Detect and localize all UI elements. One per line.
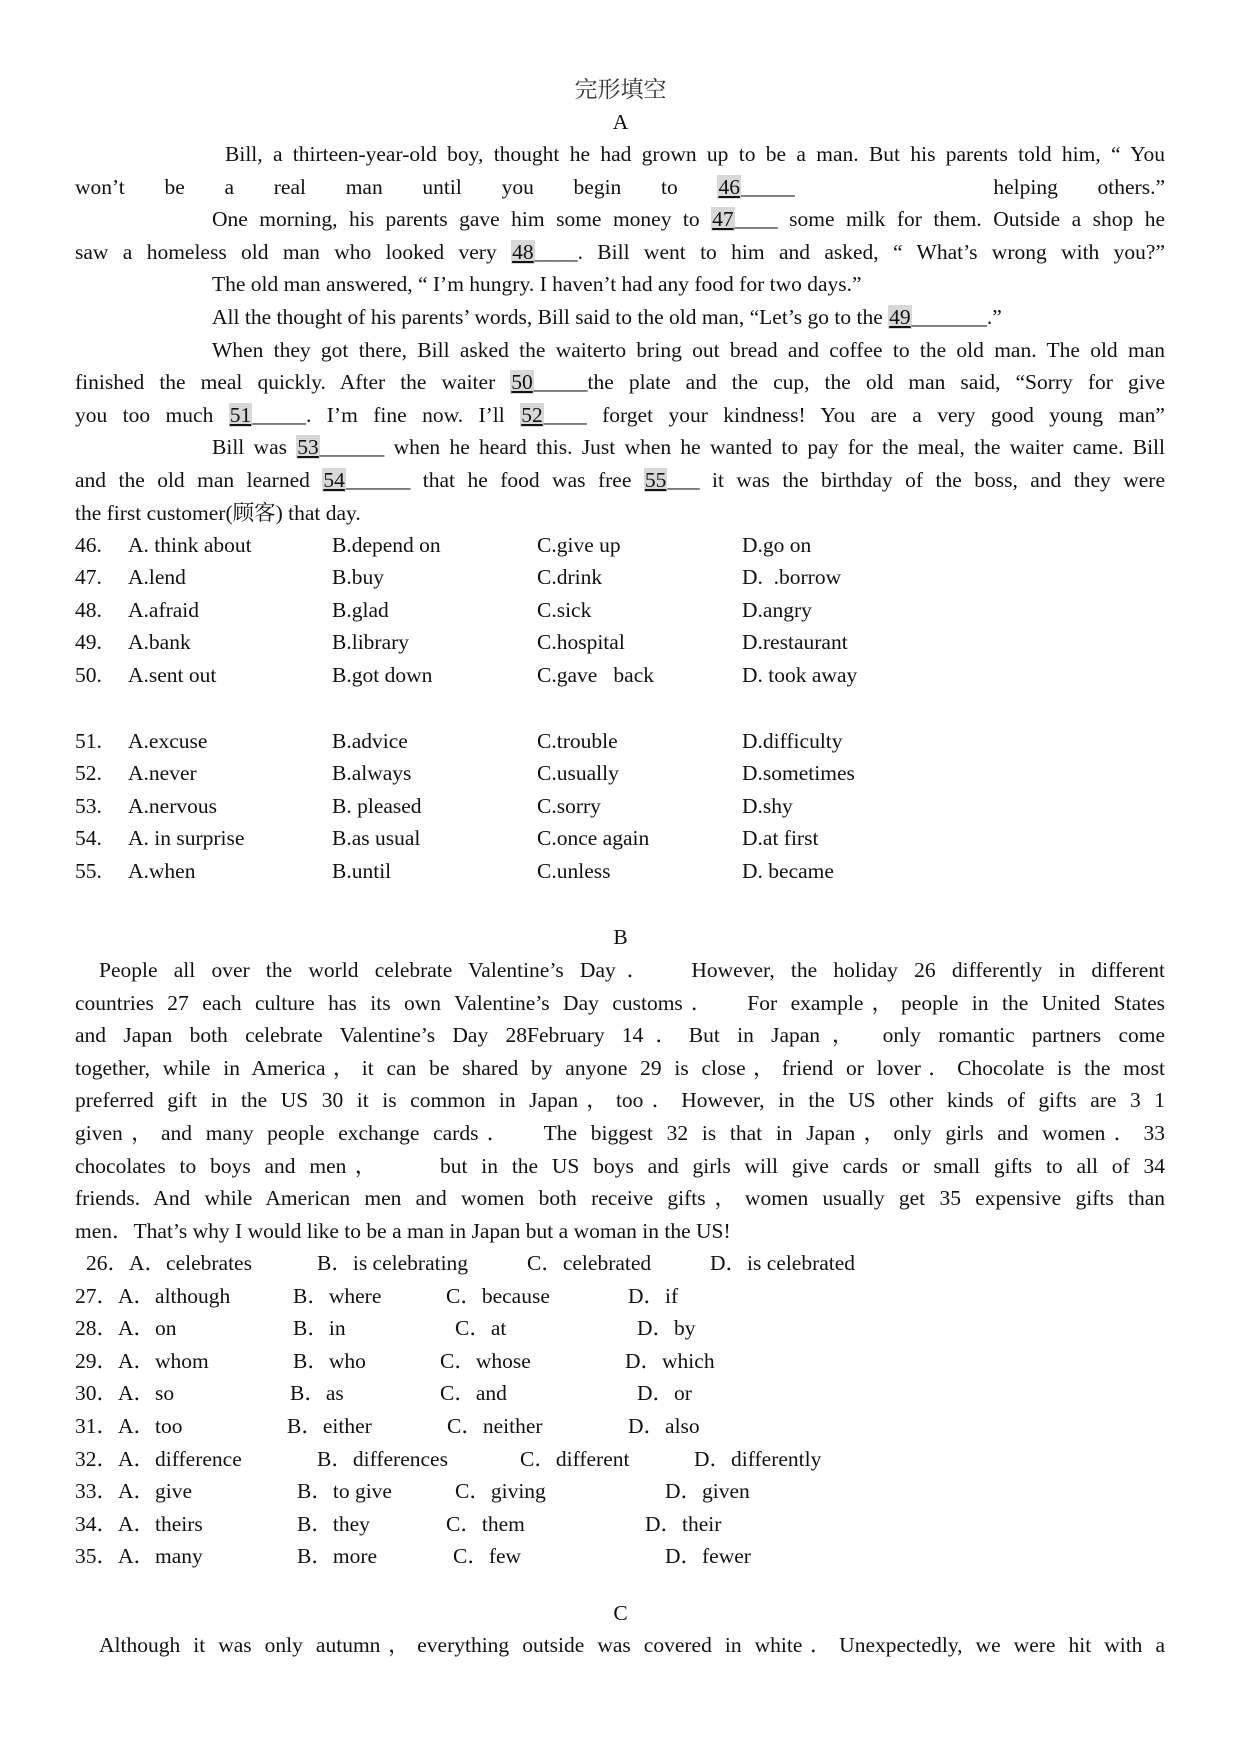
answer-option: B.until xyxy=(332,859,392,883)
answer-option: C．giving xyxy=(455,1479,546,1504)
answer-option: D．which xyxy=(625,1348,715,1373)
answer-option: D．differently xyxy=(694,1446,822,1471)
passage-text: and the old man learned xyxy=(75,468,323,492)
blank-number: 47 xyxy=(712,207,734,232)
passage-text: Bill, a thirteen-year-old boy, thought he had grown up to be a man. But his parents told him, “ You xyxy=(225,142,1165,166)
question-number: 55. xyxy=(75,859,102,883)
answer-option: B．to give xyxy=(297,1479,392,1504)
blank-number: 55 xyxy=(644,468,667,492)
answer-option: A.never xyxy=(128,761,197,785)
passage-text: ____. Bill went to him and asked, “ What’s wrong with you?” xyxy=(534,239,1165,264)
blank-number: 51 xyxy=(229,402,252,427)
answer-option: B．who xyxy=(293,1348,366,1373)
answer-option: C．whose xyxy=(440,1348,531,1373)
option-row xyxy=(75,529,1165,562)
answer-option: C.trouble xyxy=(537,729,618,753)
answer-option: C.drink xyxy=(537,565,603,589)
passage-text: you too much xyxy=(75,402,229,427)
answer-option: C．different xyxy=(520,1446,630,1471)
passage-line xyxy=(75,171,1165,204)
answer-option: C.once again xyxy=(537,826,650,850)
answer-option: B．where xyxy=(293,1283,382,1308)
option-row xyxy=(75,1410,1165,1443)
passage-text: _______.” xyxy=(911,305,1002,329)
answer-option: D.angry xyxy=(742,598,812,622)
answer-option: C.sorry xyxy=(537,794,601,818)
answer-option: D.restaurant xyxy=(742,630,848,654)
option-row xyxy=(75,1475,1165,1508)
answer-option: B.library xyxy=(332,630,410,654)
answer-option: B. pleased xyxy=(332,794,422,818)
answer-option: D. became xyxy=(742,859,834,883)
passage-text: Bill was xyxy=(212,435,297,460)
passage-text: One morning, his parents gave him some money to xyxy=(212,207,712,232)
question-with-option-a: 31．A．too xyxy=(75,1414,183,1438)
answer-option: B．in xyxy=(293,1316,346,1341)
option-row xyxy=(75,790,1165,823)
blank-number: 54 xyxy=(323,468,345,492)
passage-line: men．That’s why I would like to be a man in Japan but a woman in the US! xyxy=(75,1218,731,1243)
answer-option: C．celebrated xyxy=(527,1251,652,1275)
answer-option: C．at xyxy=(455,1316,507,1341)
option-row xyxy=(75,1443,1165,1476)
passage-line: Although it was only autumn，everything outside was covered in white．Unexpectedly, we were hit with a xyxy=(99,1633,1165,1657)
question-number: 54. xyxy=(75,826,102,850)
section-a-heading: A xyxy=(612,110,629,134)
question-with-option-a: 34．A．theirs xyxy=(75,1511,203,1536)
question-with-option-a: 29．A．whom xyxy=(75,1348,209,1373)
answer-option: C．because xyxy=(446,1283,550,1308)
answer-option: A.bank xyxy=(128,630,191,654)
question-with-option-a: 35．A．many xyxy=(75,1544,203,1569)
question-with-option-a: 32．A．difference xyxy=(75,1446,242,1471)
option-row xyxy=(75,1247,1165,1280)
section-b-heading: B xyxy=(613,925,628,949)
option-row xyxy=(75,757,1165,790)
passage-text: When they got there, Bill asked the waiterto bring out bread and coffee to the old man. The old man xyxy=(212,337,1165,362)
answer-option: B.got down xyxy=(332,663,433,687)
answer-option: A. think about xyxy=(128,533,252,557)
answer-option: B.advice xyxy=(332,729,408,753)
question-number: 50. xyxy=(75,663,102,687)
blank-number: 48 xyxy=(512,239,534,264)
passage-text: ___ it was the birthday of the boss, and they were xyxy=(667,468,1166,492)
option-row xyxy=(75,1312,1165,1345)
question-with-option-a: 28．A．on xyxy=(75,1316,177,1341)
answer-option: D．given xyxy=(665,1479,750,1504)
passage-text: the first customer(顾客) that day. xyxy=(75,500,361,525)
passage-line: friends. And while American men and women both receive gifts，women usually get 35 expensive gifts than xyxy=(75,1186,1165,1211)
answer-option: B．either xyxy=(287,1414,372,1438)
answer-option: D.difficulty xyxy=(742,729,843,753)
passage-text: All the thought of his parents’ words, Bill said to the old man, “Let’s go to the xyxy=(212,305,889,329)
passage-line xyxy=(75,497,1165,530)
passage-text: saw a homeless old man who looked very xyxy=(75,239,512,264)
passage-line xyxy=(212,268,1165,301)
question-number: 52. xyxy=(75,761,102,785)
answer-option: D．by xyxy=(637,1316,696,1341)
passage-text: _____ helping others.” xyxy=(740,174,1165,199)
passage-line xyxy=(212,334,1165,367)
answer-option: C.hospital xyxy=(537,630,625,654)
option-row xyxy=(75,1280,1165,1313)
answer-option: A.when xyxy=(128,859,196,883)
answer-option: A.afraid xyxy=(128,598,200,622)
question-number: 53. xyxy=(75,794,102,818)
question-number: 51. xyxy=(75,729,102,753)
question-number: 46. xyxy=(75,533,102,557)
answer-option: D. .borrow xyxy=(742,565,842,589)
passage-line xyxy=(212,301,1165,334)
option-row xyxy=(75,1377,1165,1410)
question-with-option-a: 26．A．celebrates xyxy=(86,1251,252,1275)
answer-option: B．differences xyxy=(317,1446,448,1471)
option-row xyxy=(75,1540,1165,1573)
answer-option: A.sent out xyxy=(128,663,217,687)
answer-option: D. took away xyxy=(742,663,858,687)
passage-line xyxy=(75,366,1165,399)
passage-line xyxy=(212,203,1165,236)
answer-option: B.always xyxy=(332,761,412,785)
passage-text: _____the plate and the cup, the old man said, “Sorry for give xyxy=(533,370,1165,395)
question-number: 48. xyxy=(75,598,102,622)
passage-line xyxy=(75,236,1165,269)
page-title: 完形填空 xyxy=(574,77,667,102)
passage-text: ____ forget your kindness! You are a very good young man” xyxy=(543,402,1165,427)
answer-option: D．is celebrated xyxy=(710,1251,856,1275)
answer-option: B．as xyxy=(290,1381,344,1406)
answer-option: B.depend on xyxy=(332,533,441,557)
option-row xyxy=(75,594,1165,627)
passage-line xyxy=(212,431,1165,464)
answer-option: D.shy xyxy=(742,794,793,818)
option-row xyxy=(75,1508,1165,1541)
answer-option: B.glad xyxy=(332,598,389,622)
answer-option: A. in surprise xyxy=(128,826,245,850)
answer-option: C．neither xyxy=(447,1414,543,1438)
blank-number: 52 xyxy=(521,402,543,427)
passage-text: _____. I’m fine now. I’ll xyxy=(252,402,521,427)
option-row xyxy=(75,1345,1165,1378)
section-c-heading: C xyxy=(613,1601,628,1625)
answer-option: C．few xyxy=(453,1544,522,1569)
answer-option: D．also xyxy=(628,1414,700,1438)
answer-option: B．is celebrating xyxy=(317,1251,469,1275)
passage-text: won’t be a real man until you begin to xyxy=(75,174,718,199)
answer-option: D.sometimes xyxy=(742,761,855,785)
answer-option: B．they xyxy=(297,1511,370,1536)
option-row xyxy=(75,626,1165,659)
answer-option: A.nervous xyxy=(128,794,217,818)
passage-line xyxy=(75,399,1165,432)
passage-line xyxy=(75,464,1165,497)
blank-number: 50 xyxy=(511,370,533,395)
option-row xyxy=(75,855,1165,888)
question-with-option-a: 27．A．although xyxy=(75,1283,231,1308)
answer-option: C．and xyxy=(440,1381,507,1406)
passage-text: The old man answered, “ I’m hungry. I haven’t had any food for two days.” xyxy=(212,272,862,297)
question-number: 49. xyxy=(75,630,102,654)
answer-option: B.buy xyxy=(332,565,384,589)
question-with-option-a: 30．A．so xyxy=(75,1381,175,1406)
answer-option: A.excuse xyxy=(128,729,208,753)
passage-text: ______ that he food was free xyxy=(345,468,644,492)
answer-option: C．them xyxy=(446,1511,525,1536)
passage-text: ______ when he heard this. Just when he wanted to pay for the meal, the waiter came. Bill xyxy=(319,435,1165,460)
passage-line: People all over the world celebrate Valentine’s Day． However, the holiday 26 differently in different xyxy=(99,958,1165,982)
question-number: 47. xyxy=(75,565,102,589)
option-row xyxy=(75,659,1165,692)
blank-number: 46 xyxy=(718,174,740,199)
answer-option: B.as usual xyxy=(332,826,421,850)
answer-option: C.unless xyxy=(537,859,611,883)
blank-number: 53 xyxy=(297,435,319,460)
passage-text: finished the meal quickly. After the waiter xyxy=(75,370,511,395)
blank-number: 49 xyxy=(889,305,911,329)
answer-option: D.at first xyxy=(742,826,819,850)
passage-line: and Japan both celebrate Valentine’s Day 28February 14．But in Japan， only romantic partners come xyxy=(75,1023,1165,1048)
answer-option: D．their xyxy=(645,1511,722,1536)
answer-option: C.gave back xyxy=(537,663,655,687)
passage-line: together, while in America，it can be shared by anyone 29 is close，friend or lover．Chocolate is the most xyxy=(75,1055,1165,1080)
passage-line: preferred gift in the US 30 it is common in Japan，too．However, in the US other kinds of gifts are 3 1 xyxy=(75,1088,1165,1113)
answer-option: B．more xyxy=(297,1544,378,1569)
passage-line xyxy=(225,138,1165,171)
answer-option: A.lend xyxy=(128,565,186,589)
option-row xyxy=(75,725,1165,758)
passage-line: given，and many people exchange cards． The biggest 32 is that in Japan，only girls and women．33 xyxy=(75,1121,1165,1145)
option-row xyxy=(75,822,1165,855)
answer-option: C.give up xyxy=(537,533,621,557)
answer-option: D．or xyxy=(637,1381,692,1406)
answer-option: D.go on xyxy=(742,533,812,557)
answer-option: D．if xyxy=(628,1283,679,1308)
passage-line: countries 27 each culture has its own Valentine’s Day customs． For example，people in the United States xyxy=(75,990,1165,1015)
passage-text: ____ some milk for them. Outside a shop he xyxy=(734,207,1165,232)
passage-line: chocolates to boys and men， but in the US boys and girls will give cards or small gifts to all of 34 xyxy=(75,1153,1165,1178)
answer-option: D．fewer xyxy=(665,1544,751,1569)
answer-option: C.sick xyxy=(537,598,592,622)
option-row xyxy=(75,561,1165,594)
answer-option: C.usually xyxy=(537,761,619,785)
question-with-option-a: 33．A．give xyxy=(75,1479,193,1504)
